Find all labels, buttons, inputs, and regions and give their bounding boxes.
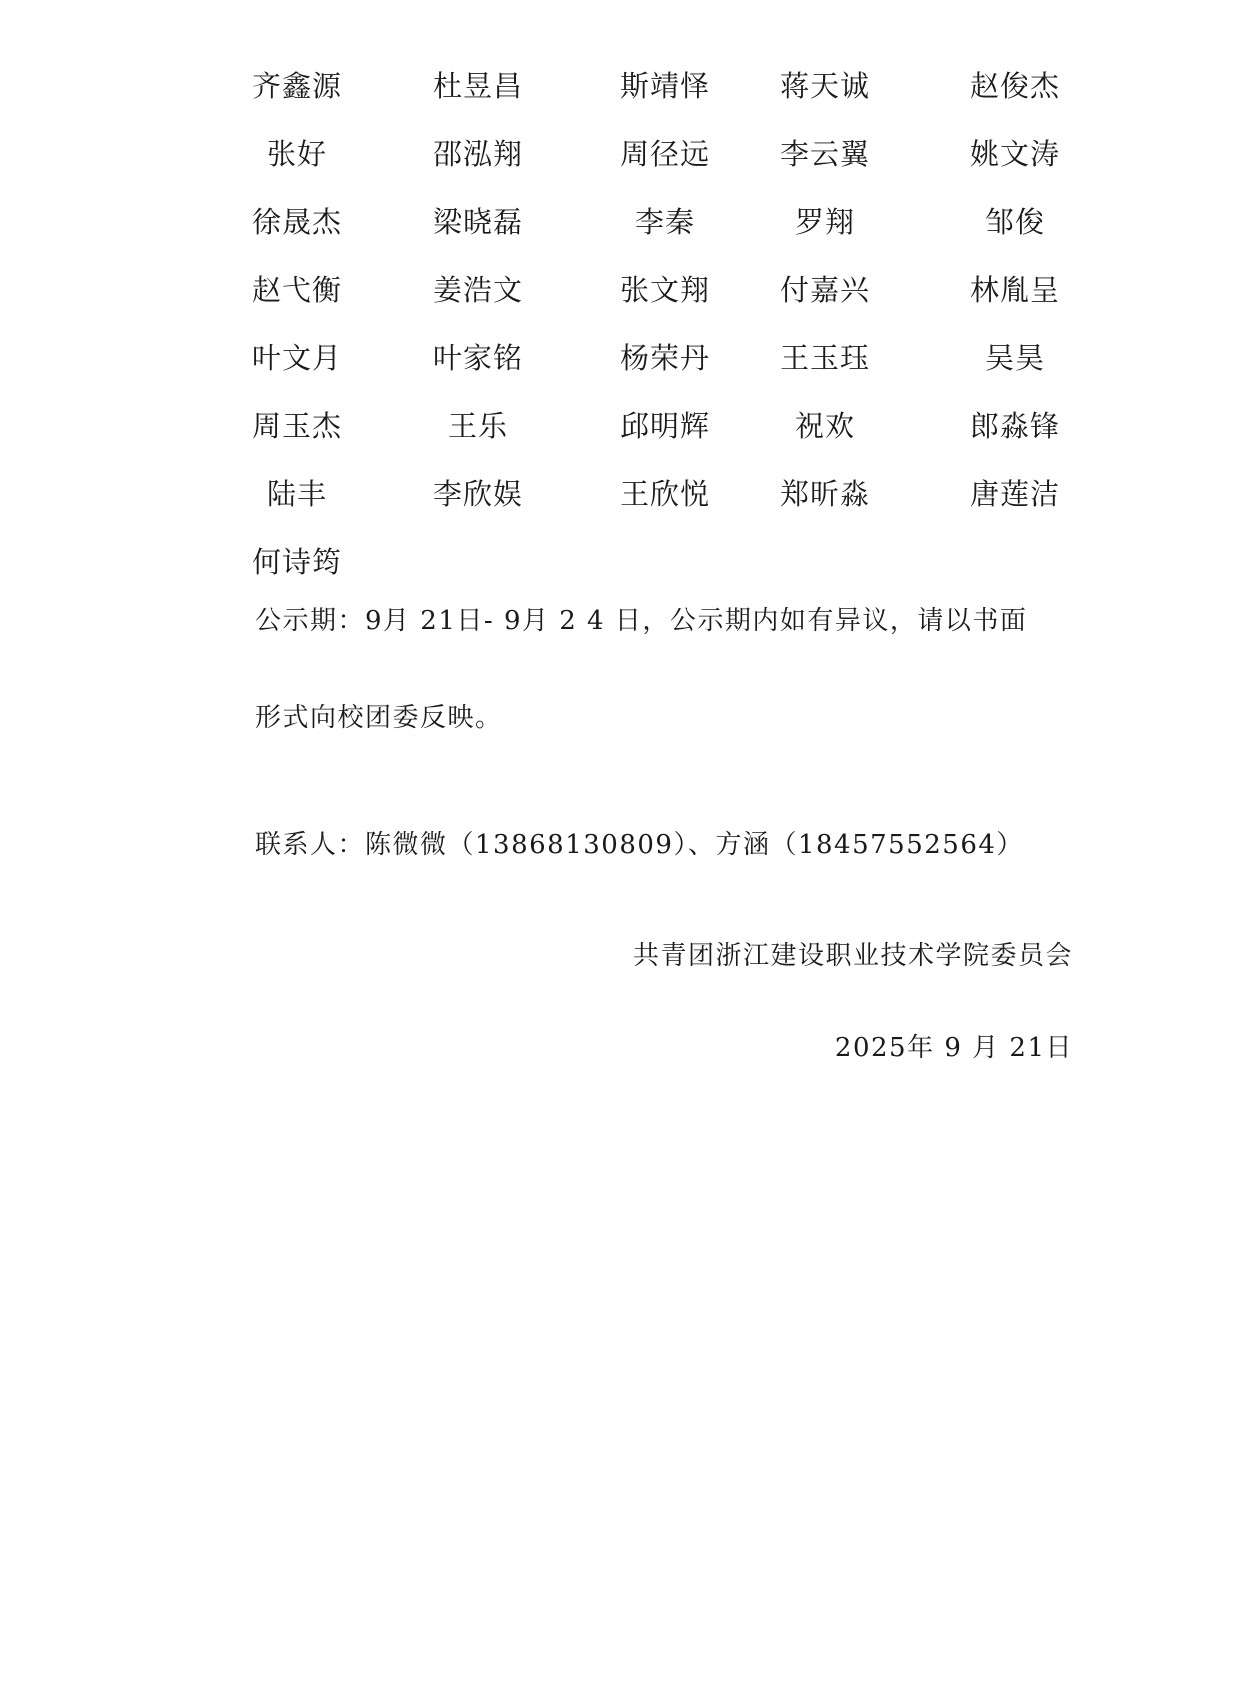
signoff-date: 2025年 9 月 21日 (834, 1033, 1073, 1063)
name-entry: 邵泓翔 (432, 137, 523, 171)
name-entry: 罗翔 (794, 205, 855, 239)
name-entry: 齐鑫源 (251, 69, 342, 103)
name-entry: 王乐 (447, 409, 508, 443)
name-entry: 吴昊 (984, 341, 1045, 375)
name-row (0, 62, 1260, 130)
name-entry: 张文翔 (619, 273, 710, 307)
name-row (0, 334, 1260, 402)
name-entry: 徐晟杰 (251, 205, 342, 239)
name-row (0, 198, 1260, 266)
name-entry: 何诗筠 (252, 545, 343, 579)
name-entry: 邹俊 (984, 205, 1045, 239)
signoff-organization: 共青团浙江建设职业技术学院委员会 (632, 941, 1073, 971)
name-entry: 梁晓磊 (432, 205, 523, 239)
name-entry: 张好 (266, 137, 327, 171)
name-list (0, 62, 1260, 606)
name-entry: 李欣娱 (432, 477, 523, 511)
name-entry: 姚文涛 (969, 137, 1060, 171)
name-entry: 叶文月 (251, 341, 342, 375)
contact-info: 联系人：陈微微（13868130809）、方涵（18457552564） (255, 830, 1024, 860)
name-entry: 叶家铭 (432, 341, 523, 375)
name-entry: 付嘉兴 (779, 273, 870, 307)
name-entry: 赵俊杰 (969, 69, 1060, 103)
name-row (0, 538, 1260, 606)
name-entry: 唐莲洁 (969, 477, 1060, 511)
name-entry: 王欣悦 (619, 477, 710, 511)
notice-line: 公示期：9月 21日- 9月 2 4 日，公示期内如有异议，请以书面 (255, 606, 1028, 636)
name-entry: 杜昱昌 (432, 69, 523, 103)
name-entry: 周径远 (619, 137, 710, 171)
name-entry: 李云翼 (779, 137, 870, 171)
name-entry: 周玉杰 (251, 409, 342, 443)
name-row (0, 470, 1260, 538)
name-entry: 蒋天诚 (779, 69, 870, 103)
name-entry: 姜浩文 (432, 273, 523, 307)
name-entry: 王玉珏 (779, 341, 870, 375)
name-entry: 郑昕淼 (779, 477, 870, 511)
name-row (0, 130, 1260, 198)
name-row (0, 266, 1260, 334)
name-entry: 李秦 (634, 205, 695, 239)
name-entry: 陆丰 (266, 477, 327, 511)
name-entry: 赵弋衡 (251, 273, 342, 307)
name-entry: 林胤呈 (969, 273, 1060, 307)
notice-line: 形式向校团委反映。 (255, 703, 503, 733)
name-entry: 郎淼锋 (969, 409, 1060, 443)
name-entry: 杨荣丹 (619, 341, 710, 375)
name-row (0, 402, 1260, 470)
name-entry: 祝欢 (794, 409, 855, 443)
name-entry: 斯靖怿 (619, 69, 710, 103)
name-entry: 邱明辉 (619, 409, 710, 443)
